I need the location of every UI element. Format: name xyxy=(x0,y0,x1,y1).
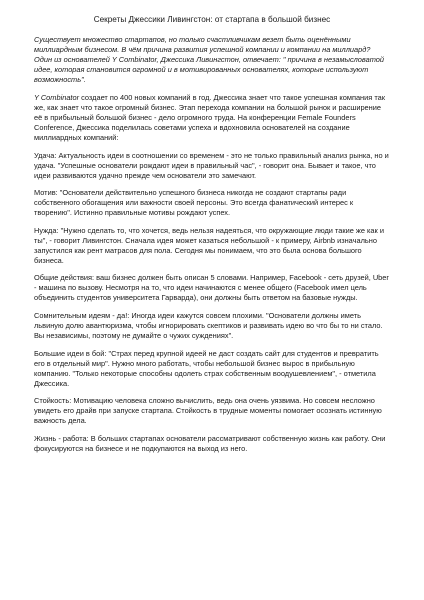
intro-paragraph: Существует множество стартапов, но только счастливчикам везет быть оценёнными миллиардным бизнесом. В чём причина развития успешной компании и компании на миллиард? Один из основателей Y Combinator, Джессика Ливингстон, отвечает: " причина в незамысловатой идее, которая становится огромной и в мотивированных основателях, которые используют возможность". xyxy=(34,35,385,85)
paragraph-doubtful-ideas: Сомнительным идеям - да!: Иногда идеи кажутся совсем плохими. "Основатели должны иметь львиную долю авантюризма, чтобы игнорировать скептиков и развивать идею во что бы то ни стало. Вы независимы, поэтому не думайте о чужих суждениях". xyxy=(34,310,383,341)
paragraph-life-work: Жизнь - работа: В больших стартапах основатели рассматривают собственную жизнь как работу. Они фокусируются на бизнесе и не подкупаются на выход из него. xyxy=(34,433,386,453)
paragraph-need: Нужда: "Нужно сделать то, что хочется, ведь нельзя надеяться, что окружающие люди такие же как и ты", - говорит Ливингстон. Сначала идея может казаться небольшой - к примеру, Airbnb изначально запустился как рент матрасов для пола. Сегодня мы понимаем, что это была основа большого бизнеса. xyxy=(34,225,384,265)
paragraph-persistence: Стойкость: Мотивацию человека сложно вычислить, ведь она очень уязвима. Но совсем несложно увидеть его драйв при запуске стартапа. Стойкость в трудные моменты помогает осознать истинную важность дела. xyxy=(34,396,382,426)
y-combinator-name: Y Combinator xyxy=(34,92,80,102)
paragraph-luck: Удача: Актуальность идеи в соотношении со временем - это не только правильный анализ рынка, но и удача. "Успешные основатели рождают идеи в правильный час", - говорит она. Бывает и такое, что идеи развиваются удачно прежде чем основатели это замечают. xyxy=(34,150,389,180)
paragraph-y-combinator-text: создает по 400 новых компаний в год. Джессика знает что такое успешная компания так же, как знает что такое огромный бизнес. Этап перехода компании на большой рынок и расширение её в прибыльный большой бизнес - дело огромного труда. На конференции Female Founders Conference, Джессика поделилась советами успеха и вдохновила основателей на создание миллиардных компаний: xyxy=(34,92,385,143)
paragraph-y-combinator xyxy=(34,93,390,143)
paragraph-big-ideas: Большие идеи в бой: "Страх перед крупной идеей не даст создать сайт для студентов и превратить его в отдельный мир". Нужно много работать, чтобы небольшой бизнес вырос в прибыльную компанию. "Только некоторые способны одолеть страх собственным воодушевлением", - отметила Джессика. xyxy=(34,348,379,388)
paragraph-common-actions: Общие действия: ваш бизнес должен быть описан 5 словами. Например, Facebook - сеть друзей, Uber - машина по вызову. Несмотря на то, что идеи начинаются с менее общего (Facebook имел цель объединить студентов университета Гарварда), они должны быть ответом на базовые нужды. xyxy=(34,273,389,303)
document-title: Секреты Джессики Ливингстон: от стартапа в большой бизнес xyxy=(93,15,331,24)
paragraph-motive: Мотив: "Основатели действительно успешного бизнеса никогда не создают стартапы ради собственного обогащения или важности своей персоны. Это всегда фанатический интерес к творению". Истинно правильные мотивы рождают успех. xyxy=(34,188,354,218)
